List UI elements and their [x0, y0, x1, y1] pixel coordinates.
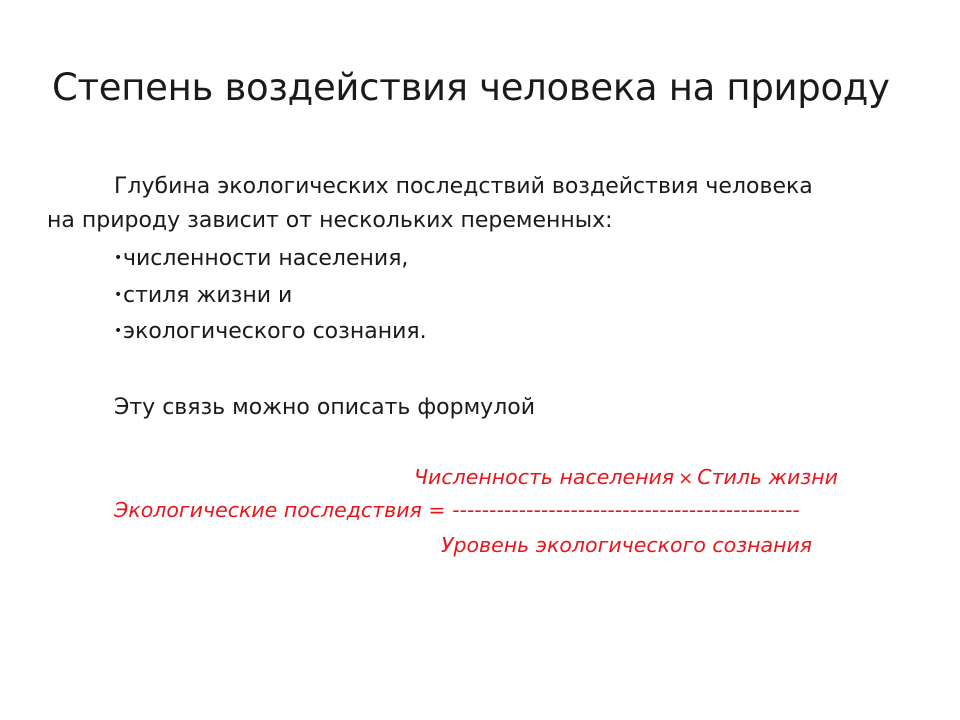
formula-intro: Эту связь можно описать формулой — [114, 395, 536, 420]
bullet-marker: • — [114, 250, 123, 266]
paragraph-line-1: Глубина экологических последствий воздействия человека — [114, 174, 813, 199]
bullet-marker: • — [114, 323, 123, 339]
bullet-text: стиля жизни и — [123, 283, 293, 308]
bullet-text: экологического сознания. — [123, 319, 427, 344]
formula-denominator: Уровень экологического сознания — [441, 533, 813, 557]
formula-lhs-fraction-bar: Экологические последствия = ----------------------------------------------- — [114, 498, 800, 522]
multiply-sign: × — [678, 468, 694, 489]
slide-title: Степень воздействия человека на природу — [52, 66, 890, 109]
numerator-left: Численность населения — [414, 465, 675, 489]
bullet-marker: • — [114, 287, 123, 303]
numerator-right: Стиль жизни — [697, 465, 838, 489]
paragraph-line-2: на природу зависит от нескольких переменных: — [47, 208, 613, 233]
bullet-text: численности населения, — [123, 246, 409, 271]
formula-numerator — [414, 463, 838, 493]
